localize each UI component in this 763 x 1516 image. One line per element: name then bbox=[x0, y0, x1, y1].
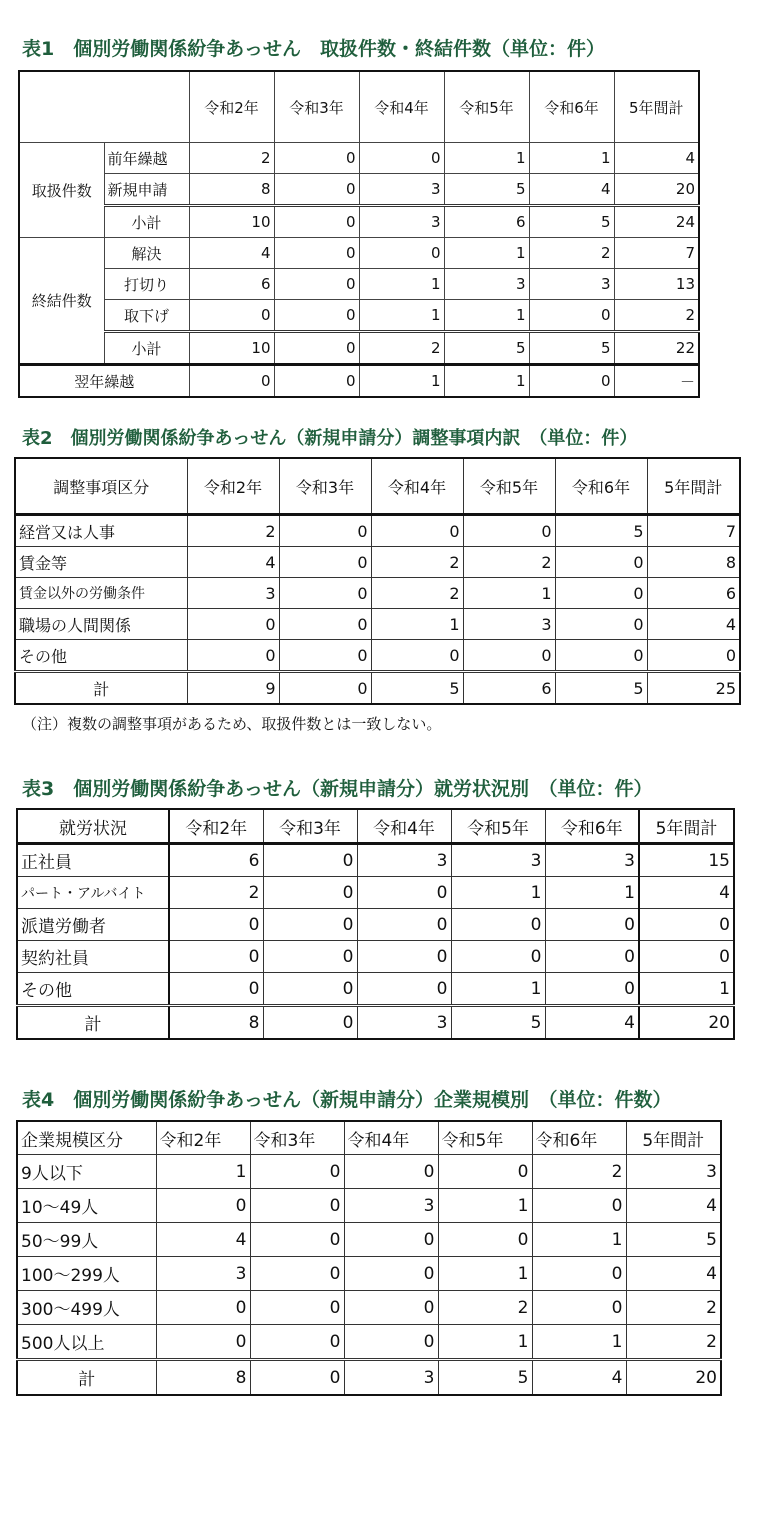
value-cell: 4 bbox=[529, 174, 614, 206]
value-cell: 25 bbox=[647, 672, 740, 705]
value-cell: 20 bbox=[614, 174, 699, 206]
value-cell: 8 bbox=[647, 547, 740, 578]
year-header: 令和5年 bbox=[444, 71, 529, 143]
year-header: 令和6年 bbox=[529, 71, 614, 143]
value-cell: 5 bbox=[444, 332, 529, 365]
value-cell: 1 bbox=[438, 1257, 532, 1291]
value-cell: 0 bbox=[274, 332, 359, 365]
category-header: 就労状況 bbox=[17, 809, 169, 844]
value-cell: 1 bbox=[359, 300, 444, 332]
value-cell: 0 bbox=[274, 143, 359, 174]
value-cell: 0 bbox=[156, 1325, 250, 1360]
value-cell: 0 bbox=[156, 1291, 250, 1325]
value-cell: 0 bbox=[357, 973, 451, 1006]
value-cell: 0 bbox=[555, 578, 647, 609]
row-label: 契約社員 bbox=[17, 941, 169, 973]
value-cell: 0 bbox=[274, 238, 359, 269]
table-header-row bbox=[19, 71, 699, 143]
value-cell: 0 bbox=[189, 300, 274, 332]
value-cell: 1 bbox=[545, 877, 639, 909]
row-label: 賃金等 bbox=[15, 547, 187, 578]
value-cell: 3 bbox=[451, 844, 545, 877]
year-header: 令和4年 bbox=[344, 1121, 438, 1155]
row-label: 500人以上 bbox=[17, 1325, 156, 1360]
value-cell: 0 bbox=[263, 973, 357, 1006]
row-label: 翌年繰越 bbox=[19, 365, 189, 398]
value-cell: 5 bbox=[444, 174, 529, 206]
row-label: 小計 bbox=[104, 206, 189, 238]
row-label: 新規申請 bbox=[104, 174, 189, 206]
value-cell: 0 bbox=[187, 609, 279, 640]
carryover-row bbox=[19, 365, 699, 398]
value-cell: 5 bbox=[529, 206, 614, 238]
total-header: 5年間計 bbox=[614, 71, 699, 143]
value-cell: 0 bbox=[344, 1325, 438, 1360]
table-header-row bbox=[15, 458, 740, 515]
table4-title: 表4 個別労働関係紛争あっせん（新規申請分）企業規模別 （単位：件数） bbox=[22, 1089, 672, 1111]
value-cell: 0 bbox=[357, 877, 451, 909]
year-header: 令和3年 bbox=[279, 458, 371, 515]
value-cell: 9 bbox=[187, 672, 279, 705]
value-cell: 0 bbox=[545, 909, 639, 941]
value-cell: 1 bbox=[463, 578, 555, 609]
value-cell: 0 bbox=[545, 973, 639, 1006]
value-cell: 4 bbox=[639, 877, 734, 909]
value-cell: 0 bbox=[274, 206, 359, 238]
value-cell: 13 bbox=[614, 269, 699, 300]
table-row bbox=[17, 1291, 721, 1325]
table2 bbox=[14, 457, 741, 705]
value-cell: 0 bbox=[532, 1291, 626, 1325]
value-cell: 0 bbox=[274, 365, 359, 398]
value-cell: 0 bbox=[274, 269, 359, 300]
row-label: 9人以下 bbox=[17, 1155, 156, 1189]
value-cell: 3 bbox=[359, 206, 444, 238]
value-cell: 0 bbox=[359, 143, 444, 174]
table-row bbox=[15, 640, 740, 672]
value-cell: 0 bbox=[555, 640, 647, 672]
value-cell: 0 bbox=[357, 909, 451, 941]
value-cell: 0 bbox=[532, 1189, 626, 1223]
value-cell: 0 bbox=[463, 515, 555, 547]
row-label: 賃金以外の労働条件 bbox=[15, 578, 187, 609]
value-cell: 4 bbox=[156, 1223, 250, 1257]
total-row bbox=[15, 672, 740, 705]
table-row bbox=[17, 1257, 721, 1291]
value-cell: 2 bbox=[189, 143, 274, 174]
value-cell: 0 bbox=[274, 300, 359, 332]
value-cell: 4 bbox=[545, 1006, 639, 1040]
value-cell: 0 bbox=[529, 365, 614, 398]
value-cell: 3 bbox=[359, 174, 444, 206]
value-cell: 20 bbox=[626, 1360, 721, 1396]
value-cell: 2 bbox=[359, 332, 444, 365]
total-header: 5年間計 bbox=[626, 1121, 721, 1155]
value-cell: 3 bbox=[463, 609, 555, 640]
value-cell: 5 bbox=[555, 515, 647, 547]
value-cell: 1 bbox=[532, 1223, 626, 1257]
year-header: 令和3年 bbox=[250, 1121, 344, 1155]
value-cell: 0 bbox=[169, 909, 263, 941]
table-row bbox=[19, 269, 699, 300]
row-label: 計 bbox=[15, 672, 187, 705]
table-row bbox=[17, 1189, 721, 1223]
table-row bbox=[17, 877, 734, 909]
total-row bbox=[17, 1006, 734, 1040]
value-cell: 24 bbox=[614, 206, 699, 238]
value-cell: 3 bbox=[187, 578, 279, 609]
value-cell: 1 bbox=[532, 1325, 626, 1360]
value-cell: 1 bbox=[359, 365, 444, 398]
table-header-row bbox=[17, 1121, 721, 1155]
row-label: 取下げ bbox=[104, 300, 189, 332]
table4 bbox=[16, 1120, 722, 1396]
subtotal-row bbox=[19, 206, 699, 238]
row-label: 300～499人 bbox=[17, 1291, 156, 1325]
value-cell: 0 bbox=[250, 1155, 344, 1189]
value-cell: 3 bbox=[444, 269, 529, 300]
table2-title: 表2 個別労働関係紛争あっせん（新規申請分）調整事項内訳 （単位：件） bbox=[22, 428, 638, 449]
value-cell: 0 bbox=[263, 1006, 357, 1040]
row-label: その他 bbox=[15, 640, 187, 672]
value-cell: 2 bbox=[169, 877, 263, 909]
value-cell: 10 bbox=[189, 206, 274, 238]
value-cell: 4 bbox=[532, 1360, 626, 1396]
row-label: 職場の人間関係 bbox=[15, 609, 187, 640]
value-cell: 2 bbox=[463, 547, 555, 578]
value-cell: 0 bbox=[532, 1257, 626, 1291]
value-cell: 2 bbox=[532, 1155, 626, 1189]
table1 bbox=[18, 70, 700, 398]
row-label: 50～99人 bbox=[17, 1223, 156, 1257]
value-cell: 2 bbox=[371, 547, 463, 578]
table-row bbox=[17, 1155, 721, 1189]
value-cell: 6 bbox=[647, 578, 740, 609]
value-cell: 0 bbox=[359, 238, 444, 269]
value-cell: 0 bbox=[555, 547, 647, 578]
row-label: 経営又は人事 bbox=[15, 515, 187, 547]
value-cell: 5 bbox=[438, 1360, 532, 1396]
table1-title: 表1 個別労働関係紛争あっせん 取扱件数・終結件数（単位：件） bbox=[22, 38, 606, 60]
value-cell: 6 bbox=[444, 206, 529, 238]
value-cell: 0 bbox=[451, 909, 545, 941]
value-cell: 3 bbox=[344, 1360, 438, 1396]
table-row bbox=[17, 909, 734, 941]
row-label: 小計 bbox=[104, 332, 189, 365]
value-cell: 1 bbox=[529, 143, 614, 174]
value-cell: 0 bbox=[371, 640, 463, 672]
year-header: 令和4年 bbox=[371, 458, 463, 515]
value-cell: 7 bbox=[647, 515, 740, 547]
value-cell: 5 bbox=[529, 332, 614, 365]
value-cell: 1 bbox=[451, 973, 545, 1006]
value-cell: 4 bbox=[626, 1257, 721, 1291]
value-cell: 5 bbox=[371, 672, 463, 705]
value-cell: 1 bbox=[438, 1325, 532, 1360]
value-cell: 0 bbox=[463, 640, 555, 672]
year-header: 令和2年 bbox=[187, 458, 279, 515]
value-cell: 0 bbox=[250, 1223, 344, 1257]
row-label: その他 bbox=[17, 973, 169, 1006]
value-cell: 1 bbox=[156, 1155, 250, 1189]
value-cell: 3 bbox=[357, 1006, 451, 1040]
value-cell: 0 bbox=[263, 877, 357, 909]
value-cell: 0 bbox=[344, 1291, 438, 1325]
value-cell: 1 bbox=[451, 877, 545, 909]
year-header: 令和4年 bbox=[359, 71, 444, 143]
value-cell: 0 bbox=[279, 609, 371, 640]
corner-cell bbox=[19, 71, 189, 143]
value-cell: 4 bbox=[626, 1189, 721, 1223]
table-row bbox=[15, 578, 740, 609]
value-cell: 4 bbox=[189, 238, 274, 269]
value-cell: 2 bbox=[626, 1325, 721, 1360]
value-cell: 15 bbox=[639, 844, 734, 877]
year-header: 令和4年 bbox=[357, 809, 451, 844]
value-cell: － bbox=[614, 365, 699, 398]
value-cell: 0 bbox=[279, 578, 371, 609]
value-cell: 2 bbox=[614, 300, 699, 332]
value-cell: 1 bbox=[359, 269, 444, 300]
year-header: 令和3年 bbox=[263, 809, 357, 844]
value-cell: 8 bbox=[189, 174, 274, 206]
year-header: 令和2年 bbox=[189, 71, 274, 143]
value-cell: 0 bbox=[344, 1257, 438, 1291]
total-row bbox=[17, 1360, 721, 1396]
value-cell: 4 bbox=[614, 143, 699, 174]
value-cell: 0 bbox=[250, 1291, 344, 1325]
value-cell: 0 bbox=[169, 973, 263, 1006]
value-cell: 0 bbox=[529, 300, 614, 332]
year-header: 令和2年 bbox=[156, 1121, 250, 1155]
value-cell: 4 bbox=[187, 547, 279, 578]
value-cell: 0 bbox=[451, 941, 545, 973]
table-row bbox=[19, 238, 699, 269]
year-header: 令和5年 bbox=[463, 458, 555, 515]
value-cell: 6 bbox=[169, 844, 263, 877]
value-cell: 3 bbox=[545, 844, 639, 877]
total-header: 5年間計 bbox=[639, 809, 734, 844]
value-cell: 5 bbox=[451, 1006, 545, 1040]
group-label: 終結件数 bbox=[19, 238, 104, 365]
value-cell: 0 bbox=[647, 640, 740, 672]
value-cell: 0 bbox=[187, 640, 279, 672]
group-label: 取扱件数 bbox=[19, 143, 104, 238]
value-cell: 0 bbox=[344, 1155, 438, 1189]
row-label: 計 bbox=[17, 1006, 169, 1040]
year-header: 令和6年 bbox=[532, 1121, 626, 1155]
value-cell: 20 bbox=[639, 1006, 734, 1040]
value-cell: 3 bbox=[156, 1257, 250, 1291]
value-cell: 0 bbox=[263, 844, 357, 877]
value-cell: 2 bbox=[187, 515, 279, 547]
value-cell: 6 bbox=[189, 269, 274, 300]
table-header-row bbox=[17, 809, 734, 844]
value-cell: 1 bbox=[371, 609, 463, 640]
value-cell: 22 bbox=[614, 332, 699, 365]
value-cell: 10 bbox=[189, 332, 274, 365]
row-label: 計 bbox=[17, 1360, 156, 1396]
value-cell: 0 bbox=[263, 941, 357, 973]
row-label: パート・アルバイト bbox=[17, 877, 169, 909]
value-cell: 0 bbox=[189, 365, 274, 398]
row-label: 100～299人 bbox=[17, 1257, 156, 1291]
value-cell: 0 bbox=[279, 672, 371, 705]
table-row bbox=[15, 609, 740, 640]
value-cell: 7 bbox=[614, 238, 699, 269]
value-cell: 5 bbox=[555, 672, 647, 705]
table-row bbox=[17, 973, 734, 1006]
table-row bbox=[15, 515, 740, 547]
year-header: 令和5年 bbox=[438, 1121, 532, 1155]
value-cell: 0 bbox=[274, 174, 359, 206]
value-cell: 1 bbox=[444, 143, 529, 174]
value-cell: 1 bbox=[438, 1189, 532, 1223]
category-header: 企業規模区分 bbox=[17, 1121, 156, 1155]
value-cell: 0 bbox=[279, 515, 371, 547]
value-cell: 3 bbox=[344, 1189, 438, 1223]
year-header: 令和3年 bbox=[274, 71, 359, 143]
value-cell: 0 bbox=[639, 941, 734, 973]
total-header: 5年間計 bbox=[647, 458, 740, 515]
value-cell: 1 bbox=[444, 300, 529, 332]
value-cell: 2 bbox=[626, 1291, 721, 1325]
value-cell: 0 bbox=[279, 640, 371, 672]
row-label: 正社員 bbox=[17, 844, 169, 877]
category-header: 調整事項区分 bbox=[15, 458, 187, 515]
value-cell: 1 bbox=[444, 365, 529, 398]
row-label: 派遣労働者 bbox=[17, 909, 169, 941]
value-cell: 0 bbox=[555, 609, 647, 640]
subtotal-row bbox=[19, 332, 699, 365]
value-cell: 3 bbox=[626, 1155, 721, 1189]
row-label: 解決 bbox=[104, 238, 189, 269]
value-cell: 4 bbox=[647, 609, 740, 640]
year-header: 令和2年 bbox=[169, 809, 263, 844]
row-label: 前年繰越 bbox=[104, 143, 189, 174]
value-cell: 0 bbox=[250, 1360, 344, 1396]
value-cell: 1 bbox=[444, 238, 529, 269]
table3-title: 表3 個別労働関係紛争あっせん（新規申請分）就労状況別 （単位：件） bbox=[22, 778, 653, 800]
value-cell: 0 bbox=[250, 1189, 344, 1223]
year-header: 令和6年 bbox=[555, 458, 647, 515]
value-cell: 3 bbox=[357, 844, 451, 877]
value-cell: 8 bbox=[169, 1006, 263, 1040]
year-header: 令和6年 bbox=[545, 809, 639, 844]
value-cell: 2 bbox=[371, 578, 463, 609]
table-row bbox=[17, 844, 734, 877]
value-cell: 0 bbox=[371, 515, 463, 547]
value-cell: 0 bbox=[438, 1223, 532, 1257]
value-cell: 6 bbox=[463, 672, 555, 705]
value-cell: 0 bbox=[344, 1223, 438, 1257]
value-cell: 0 bbox=[279, 547, 371, 578]
table-row bbox=[19, 174, 699, 206]
row-label: 打切り bbox=[104, 269, 189, 300]
value-cell: 0 bbox=[156, 1189, 250, 1223]
table3 bbox=[16, 808, 735, 1040]
table-row bbox=[17, 1223, 721, 1257]
value-cell: 0 bbox=[438, 1155, 532, 1189]
table-row bbox=[19, 300, 699, 332]
value-cell: 3 bbox=[529, 269, 614, 300]
table-row bbox=[15, 547, 740, 578]
table-row bbox=[19, 143, 699, 174]
value-cell: 0 bbox=[169, 941, 263, 973]
value-cell: 2 bbox=[529, 238, 614, 269]
table-row bbox=[17, 941, 734, 973]
value-cell: 8 bbox=[156, 1360, 250, 1396]
value-cell: 0 bbox=[250, 1257, 344, 1291]
value-cell: 5 bbox=[626, 1223, 721, 1257]
row-label: 10～49人 bbox=[17, 1189, 156, 1223]
table-row bbox=[17, 1325, 721, 1360]
year-header: 令和5年 bbox=[451, 809, 545, 844]
value-cell: 0 bbox=[639, 909, 734, 941]
value-cell: 0 bbox=[263, 909, 357, 941]
value-cell: 1 bbox=[639, 973, 734, 1006]
value-cell: 2 bbox=[438, 1291, 532, 1325]
value-cell: 0 bbox=[250, 1325, 344, 1360]
value-cell: 0 bbox=[357, 941, 451, 973]
value-cell: 0 bbox=[545, 941, 639, 973]
table2-note: （注）複数の調整事項があるため、取扱件数とは一致しない。 bbox=[22, 715, 442, 733]
